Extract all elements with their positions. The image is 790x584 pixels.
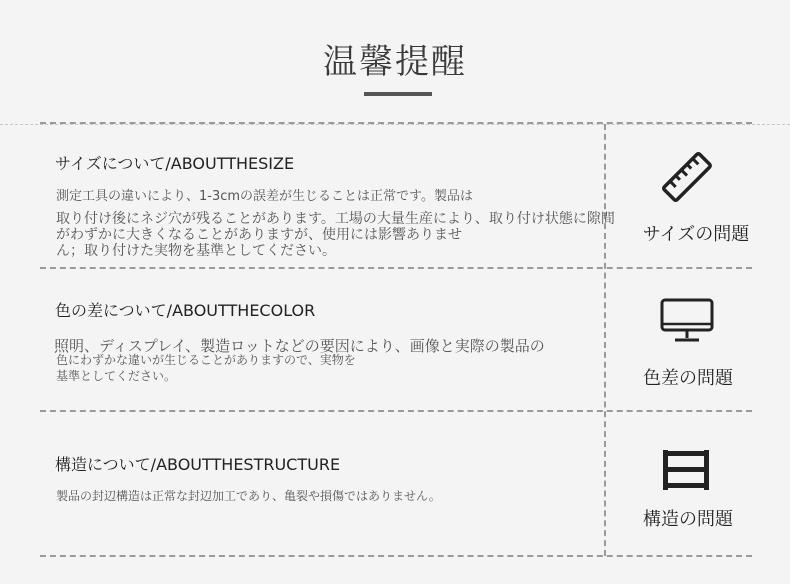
top-divider — [0, 124, 790, 125]
color-text-line-3: 基準としてください。 — [56, 369, 177, 383]
size-text-line-2: 取り付け後にネジ穴が残ることがあります。工場の大量生産により、取り付け状態に隙間 — [56, 211, 615, 227]
size-text-line-3: がわずかに大きくなることがありますが、使用には影響ありませ — [56, 227, 462, 243]
page-title: 温馨提醒 — [323, 42, 467, 82]
ladder-icon — [661, 448, 711, 492]
table-border-bottom — [40, 555, 752, 557]
color-heading: 色の差について/ABOUTTHECOLOR — [55, 301, 316, 320]
size-side-label: サイズの問題 — [642, 224, 750, 245]
size-text-line-4: ん；取り付けた実物を基準としてください。 — [56, 243, 336, 259]
row-divider-2 — [40, 410, 752, 412]
color-text-line-2: 色にわずかな違いが生じることがありますので、実物を — [56, 353, 356, 367]
color-text-line-1: 照明、ディスプレイ、製造ロットなどの要因により、画像と実際の製品の — [54, 337, 545, 355]
table-border-top — [40, 122, 752, 124]
size-text-line-1: 測定工具の違いにより、1-3cmの誤差が生じることは正常です。製品は — [56, 189, 474, 204]
color-side-label: 色差の問題 — [643, 368, 733, 389]
column-divider — [604, 124, 606, 556]
title-underline — [364, 92, 432, 96]
structure-side-label: 構造の問題 — [643, 509, 733, 530]
structure-text-line-1: 製品の封辺構造は正常な封辺加工であり、亀裂や損傷ではありません。 — [56, 489, 441, 503]
size-heading: サイズについて/ABOUTTHESIZE — [55, 154, 295, 173]
row-divider-1 — [40, 267, 752, 269]
structure-heading: 構造について/ABOUTTHESTRUCTURE — [55, 455, 341, 474]
ruler-icon — [660, 150, 714, 204]
monitor-icon — [660, 298, 714, 346]
